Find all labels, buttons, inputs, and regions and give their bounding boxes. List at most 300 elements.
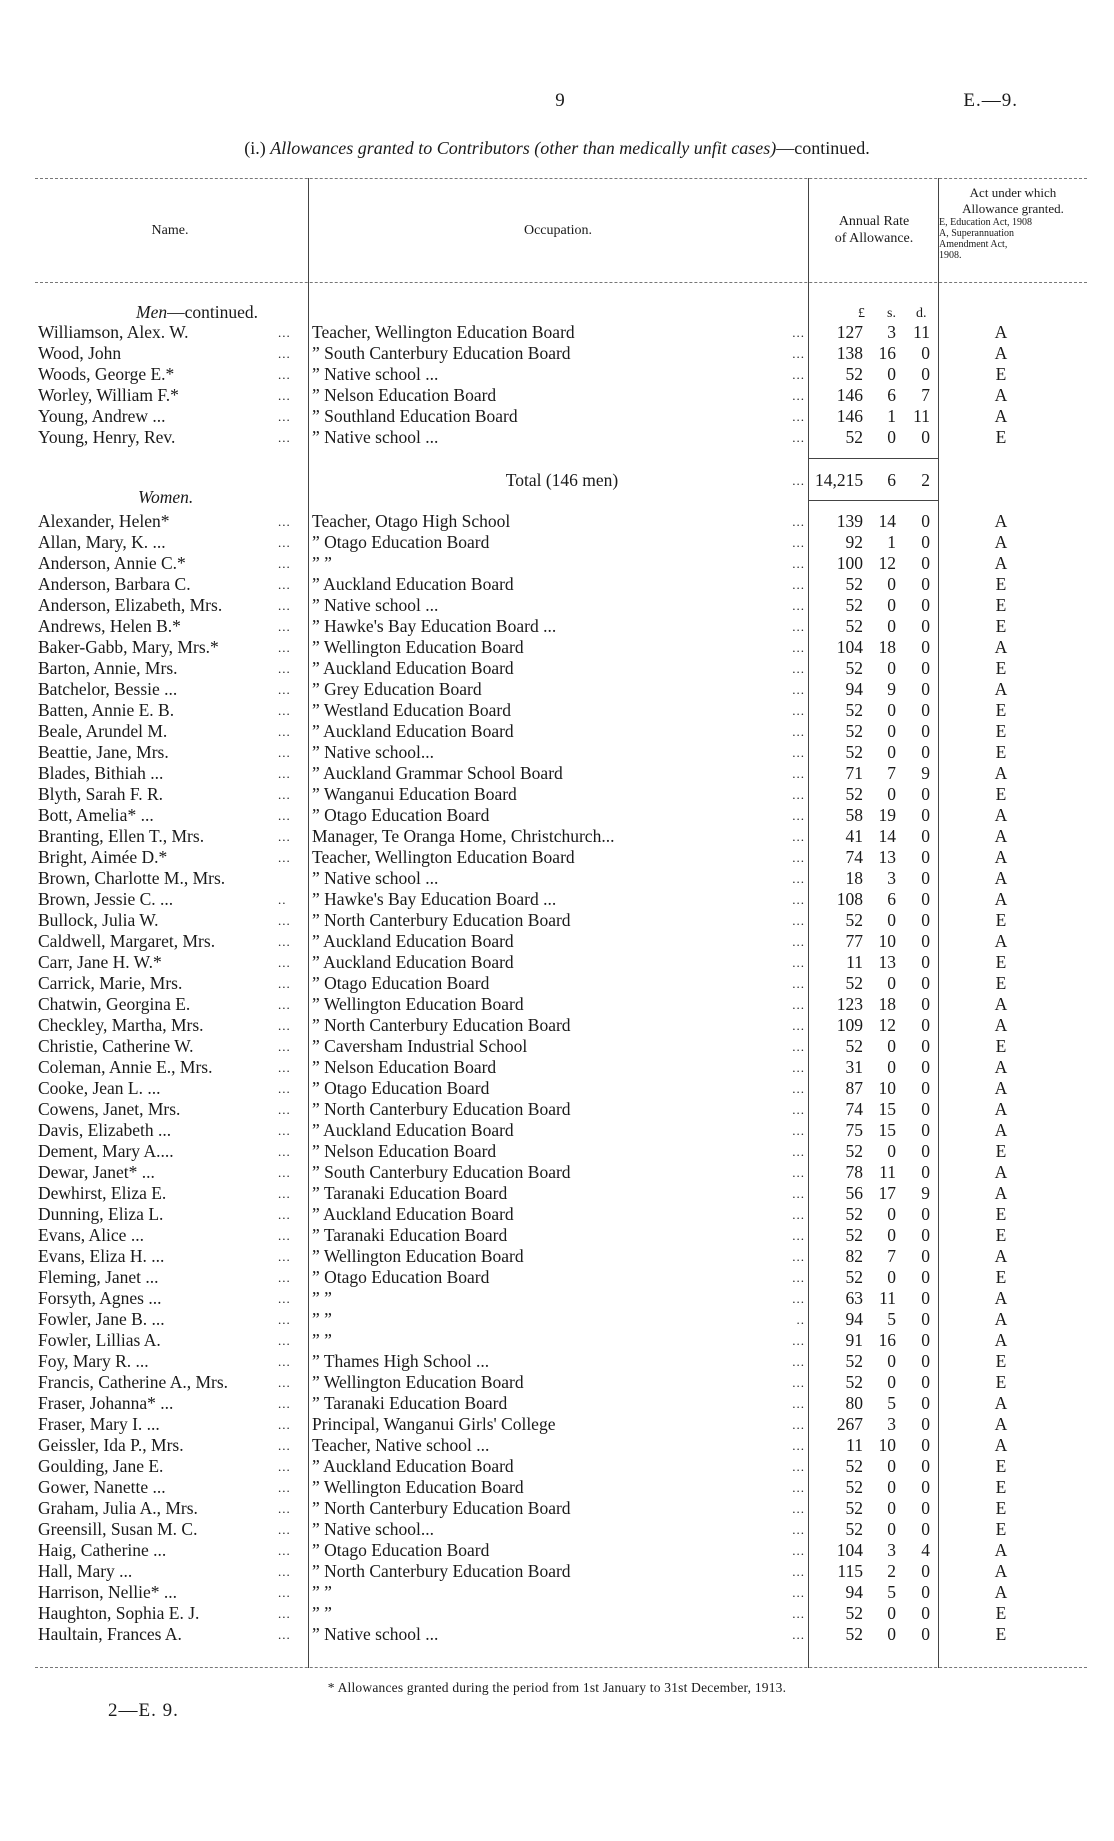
row-pence: 11 (913, 406, 930, 426)
row-occupation: ” Native school... (312, 1519, 434, 1539)
row-shillings: 7 (887, 763, 896, 783)
row-act: A (994, 1246, 1008, 1266)
row-leader-dots: ... (278, 1333, 291, 1348)
row-shillings: 0 (887, 1603, 896, 1623)
row-pounds: 267 (836, 1414, 863, 1434)
act-header-line2: Allowance granted. (962, 201, 1064, 216)
row-occupation: ” Otago Education Board (312, 532, 490, 552)
men-heading-label: Men (136, 302, 168, 322)
row-leader-dots-rate: ... (792, 1228, 805, 1243)
row-shillings: 0 (887, 721, 896, 741)
table-row (0, 1036, 1114, 1057)
row-leader-dots-rate: ... (792, 1333, 805, 1348)
row-name: Barton, Annie, Mrs. (38, 658, 178, 678)
row-occupation: ” North Canterbury Education Board (312, 1015, 571, 1035)
row-leader-dots: .. (278, 892, 287, 907)
row-leader-dots: ... (278, 1207, 291, 1222)
row-occupation: ” Auckland Education Board (312, 1204, 514, 1224)
row-leader-dots: ... (278, 1249, 291, 1264)
row-occupation: ” Wellington Education Board (312, 1246, 524, 1266)
row-pounds: 31 (845, 1057, 863, 1077)
row-leader-dots: ... (278, 1270, 291, 1285)
rate-header-line2: of Allowance. (834, 231, 914, 246)
row-pence: 0 (921, 364, 930, 384)
table-row (0, 1393, 1114, 1414)
row-occupation: ” Otago Education Board (312, 805, 490, 825)
table-row (0, 658, 1114, 679)
table-row (0, 763, 1114, 784)
row-shillings: 3 (887, 322, 896, 342)
row-occupation: ” Westland Education Board (312, 700, 511, 720)
row-leader-dots-rate: ... (792, 829, 805, 844)
row-pounds: 94 (845, 1582, 863, 1602)
row-pounds: 146 (836, 385, 863, 405)
row-shillings: 0 (887, 1204, 896, 1224)
row-name: Fraser, Johanna* ... (38, 1393, 174, 1413)
row-act: A (994, 1057, 1008, 1077)
row-pence: 0 (921, 1519, 930, 1539)
row-act: A (994, 406, 1008, 426)
units-pounds: £ (858, 306, 865, 321)
row-pounds: 52 (845, 1267, 863, 1287)
row-shillings: 10 (878, 1435, 896, 1455)
row-leader-dots-rate: ... (792, 1270, 805, 1285)
table-row (0, 1414, 1114, 1435)
row-leader-dots-rate: ... (792, 409, 805, 424)
row-pounds: 52 (845, 700, 863, 720)
table-row (0, 616, 1114, 637)
row-act: A (994, 322, 1008, 342)
row-occupation: ” Auckland Education Board (312, 931, 514, 951)
row-leader-dots: ... (278, 1291, 291, 1306)
row-pounds: 80 (845, 1393, 863, 1413)
page-reference: E.—9. (963, 90, 1018, 111)
row-leader-dots: ... (278, 1018, 291, 1033)
table-row (0, 847, 1114, 868)
row-shillings: 18 (878, 994, 896, 1014)
row-act: A (994, 1288, 1008, 1308)
row-leader-dots: ... (278, 1501, 291, 1516)
row-pounds: 52 (845, 595, 863, 615)
row-pence: 0 (921, 679, 930, 699)
row-name: Williamson, Alex. W. (38, 322, 189, 342)
row-pounds: 52 (845, 742, 863, 762)
row-name: Francis, Catherine A., Mrs. (38, 1372, 229, 1392)
act-note-year: 1908. (939, 250, 962, 261)
table-row (0, 931, 1114, 952)
row-shillings: 11 (879, 1288, 896, 1308)
row-name: Andrews, Helen B.* (38, 616, 181, 636)
row-shillings: 7 (887, 1246, 896, 1266)
table-row (0, 427, 1114, 448)
row-leader-dots-rate: ... (792, 913, 805, 928)
row-pounds: 18 (845, 868, 863, 888)
row-pence: 0 (921, 1393, 930, 1413)
row-pounds: 91 (845, 1330, 863, 1350)
table-row (0, 343, 1114, 364)
row-leader-dots-rate: ... (792, 1249, 805, 1264)
row-name: Christie, Catherine W. (38, 1036, 194, 1056)
row-occupation: ” Auckland Education Board (312, 658, 514, 678)
table-row (0, 1330, 1114, 1351)
row-name: Anderson, Elizabeth, Mrs. (38, 595, 223, 615)
column-header-rate (810, 213, 938, 247)
signature-mark: 2—E. 9. (108, 1700, 179, 1721)
table-row (0, 805, 1114, 826)
table-row (0, 742, 1114, 763)
row-name: Woods, George E.* (38, 364, 175, 384)
row-shillings: 0 (887, 427, 896, 447)
row-pence: 0 (921, 1057, 930, 1077)
row-leader-dots: ... (278, 325, 291, 340)
row-pence: 0 (921, 1582, 930, 1602)
row-name: Dewar, Janet* ... (38, 1162, 155, 1182)
row-occupation: ” ” (312, 1603, 332, 1623)
row-shillings: 0 (887, 364, 896, 384)
act-note-superannuation: A, Superannuation (939, 228, 1014, 239)
row-shillings: 5 (887, 1309, 896, 1329)
row-shillings: 0 (887, 1351, 896, 1371)
row-pounds: 52 (845, 616, 863, 636)
row-shillings: 16 (878, 343, 896, 363)
row-pence: 0 (921, 1624, 930, 1644)
row-act: E (995, 364, 1007, 384)
row-act: E (995, 1036, 1007, 1056)
row-shillings: 14 (878, 826, 896, 846)
header-bottom-rule (35, 282, 1087, 283)
row-act: E (995, 784, 1007, 804)
women-section-heading: Women. (138, 487, 194, 507)
row-pence: 0 (921, 427, 930, 447)
row-shillings: 5 (887, 1582, 896, 1602)
row-pounds: 115 (837, 1561, 863, 1581)
row-pounds: 58 (845, 805, 863, 825)
table-row (0, 952, 1114, 973)
subtitle-suffix: —continued. (776, 138, 870, 158)
row-pence: 0 (921, 1036, 930, 1056)
row-pounds: 94 (845, 1309, 863, 1329)
row-name: Haughton, Sophia E. J. (38, 1603, 200, 1623)
row-shillings: 0 (887, 1267, 896, 1287)
row-act: A (994, 1561, 1008, 1581)
row-occupation: ” Otago Education Board (312, 1078, 490, 1098)
row-leader-dots-rate: ... (792, 661, 805, 676)
row-pence: 0 (921, 1435, 930, 1455)
row-act: A (994, 637, 1008, 657)
row-leader-dots: ... (278, 1165, 291, 1180)
row-pence: 0 (921, 553, 930, 573)
row-leader-dots: ... (278, 913, 291, 928)
row-leader-dots-rate: ... (792, 1291, 805, 1306)
row-leader-dots: ... (278, 934, 291, 949)
row-leader-dots: ... (278, 703, 291, 718)
row-pounds: 52 (845, 1036, 863, 1056)
row-pence: 0 (921, 805, 930, 825)
row-leader-dots: ... (278, 1459, 291, 1474)
row-name: Forsyth, Agnes ... (38, 1288, 162, 1308)
row-shillings: 0 (887, 784, 896, 804)
row-leader-dots: ... (278, 577, 291, 592)
row-leader-dots-rate: ... (792, 1606, 805, 1621)
row-leader-dots-rate: ... (792, 577, 805, 592)
row-occupation: ” Native school ... (312, 1624, 439, 1644)
row-shillings: 0 (887, 1036, 896, 1056)
total-top-rule (808, 458, 938, 459)
row-leader-dots-rate: ... (792, 892, 805, 907)
row-occupation: ” Auckland Education Board (312, 721, 514, 741)
row-pounds: 94 (845, 679, 863, 699)
row-name: Worley, William F.* (38, 385, 179, 405)
row-shillings: 3 (887, 1540, 896, 1560)
row-act: A (994, 763, 1008, 783)
row-leader-dots: ... (278, 409, 291, 424)
row-occupation: ” South Canterbury Education Board (312, 1162, 571, 1182)
row-act: A (994, 847, 1008, 867)
row-leader-dots: ... (278, 1354, 291, 1369)
row-name: Branting, Ellen T., Mrs. (38, 826, 205, 846)
table-row (0, 364, 1114, 385)
row-occupation: ” ” (312, 553, 332, 573)
row-pounds: 75 (845, 1120, 863, 1140)
row-pence: 0 (921, 658, 930, 678)
row-occupation: ” North Canterbury Education Board (312, 1561, 571, 1581)
row-act: A (994, 1099, 1008, 1119)
row-pounds: 52 (845, 1456, 863, 1476)
column-header-name: Name. (151, 223, 189, 238)
table-row (0, 595, 1114, 616)
row-occupation: ” North Canterbury Education Board (312, 910, 571, 930)
row-name: Cooke, Jean L. ... (38, 1078, 161, 1098)
men-heading-suffix: —continued. (167, 302, 258, 322)
row-occupation: ” Thames High School ... (312, 1351, 490, 1371)
row-act: A (994, 889, 1008, 909)
row-leader-dots-rate: ... (792, 640, 805, 655)
row-shillings: 0 (887, 1477, 896, 1497)
row-pence: 0 (921, 1456, 930, 1476)
row-pounds: 52 (845, 658, 863, 678)
row-act: E (995, 616, 1007, 636)
rate-header-line1: Annual Rate (838, 214, 910, 229)
row-occupation: ” South Canterbury Education Board (312, 343, 571, 363)
row-pence: 0 (921, 1603, 930, 1623)
table-row (0, 406, 1114, 427)
row-act: E (995, 595, 1007, 615)
row-pounds: 74 (845, 1099, 863, 1119)
row-leader-dots-rate: ... (792, 619, 805, 634)
row-leader-dots-rate: ... (792, 1207, 805, 1222)
row-pence: 0 (921, 973, 930, 993)
row-pence: 0 (921, 910, 930, 930)
row-pence: 4 (921, 1540, 930, 1560)
row-leader-dots: ... (278, 1123, 291, 1138)
table-row (0, 1372, 1114, 1393)
row-pence: 0 (921, 343, 930, 363)
row-pence: 9 (921, 763, 930, 783)
row-shillings: 13 (878, 847, 896, 867)
row-leader-dots-rate: ... (792, 1375, 805, 1390)
row-pounds: 77 (845, 931, 863, 951)
row-leader-dots-rate: ... (792, 997, 805, 1012)
row-occupation: ” Taranaki Education Board (312, 1225, 508, 1245)
row-leader-dots-rate: ... (792, 1417, 805, 1432)
row-leader-dots: ... (278, 1606, 291, 1621)
table-row (0, 1267, 1114, 1288)
row-leader-dots: ... (278, 997, 291, 1012)
row-occupation: ” Wellington Education Board (312, 1372, 524, 1392)
table-row (0, 553, 1114, 574)
table-row (0, 637, 1114, 658)
row-occupation: Teacher, Native school ... (312, 1435, 490, 1455)
row-pounds: 108 (836, 889, 863, 909)
row-leader-dots-rate: ... (792, 1480, 805, 1495)
row-occupation: ” Taranaki Education Board (312, 1183, 508, 1203)
row-shillings: 16 (878, 1330, 896, 1350)
row-pence: 0 (921, 1330, 930, 1350)
row-act: E (995, 427, 1007, 447)
row-name: Graham, Julia A., Mrs. (38, 1498, 198, 1518)
row-pounds: 74 (845, 847, 863, 867)
row-pence: 0 (921, 826, 930, 846)
table-row (0, 1183, 1114, 1204)
row-shillings: 0 (887, 700, 896, 720)
row-pounds: 52 (845, 1498, 863, 1518)
row-name: Coleman, Annie E., Mrs. (38, 1057, 213, 1077)
row-name: Checkley, Martha, Mrs. (38, 1015, 204, 1035)
row-act: A (994, 1183, 1008, 1203)
row-occupation: ” Auckland Education Board (312, 952, 514, 972)
row-leader-dots-rate: ... (792, 871, 805, 886)
row-name: Fowler, Jane B. ... (38, 1309, 165, 1329)
row-occupation: Principal, Wanganui Girls' College (312, 1414, 556, 1434)
row-leader-dots-rate: ... (792, 1522, 805, 1537)
row-occupation: ” Nelson Education Board (312, 1057, 497, 1077)
row-act: E (995, 1603, 1007, 1623)
row-shillings: 17 (878, 1183, 896, 1203)
row-leader-dots: ... (278, 598, 291, 613)
table-row (0, 1603, 1114, 1624)
table-row (0, 1204, 1114, 1225)
row-leader-dots: ... (278, 1060, 291, 1075)
row-leader-dots-rate: ... (792, 934, 805, 949)
total-pence: 2 (921, 470, 930, 490)
subtitle-prefix: (i.) (244, 138, 271, 158)
row-leader-dots: ... (278, 1186, 291, 1201)
row-pounds: 92 (845, 532, 863, 552)
row-leader-dots: ... (278, 1585, 291, 1600)
table-row (0, 574, 1114, 595)
row-shillings: 1 (887, 406, 896, 426)
row-leader-dots-rate: .. (796, 1312, 805, 1327)
row-act: E (995, 1498, 1007, 1518)
row-leader-dots: ... (278, 535, 291, 550)
row-leader-dots-rate: ... (792, 1585, 805, 1600)
table-row (0, 1057, 1114, 1078)
table-row (0, 1078, 1114, 1099)
row-occupation: Teacher, Wellington Education Board (312, 322, 575, 342)
row-shillings: 0 (887, 1141, 896, 1161)
row-shillings: 3 (887, 868, 896, 888)
row-leader-dots-rate: ... (792, 955, 805, 970)
row-name: Goulding, Jane E. (38, 1456, 164, 1476)
table-row (0, 1561, 1114, 1582)
table-row (0, 1246, 1114, 1267)
row-leader-dots-rate: ... (792, 430, 805, 445)
column-header-occupation: Occupation. (523, 223, 593, 238)
row-occupation: ” North Canterbury Education Board (312, 1498, 571, 1518)
row-act: A (994, 994, 1008, 1014)
row-pounds: 104 (836, 637, 863, 657)
row-pence: 0 (921, 952, 930, 972)
row-act: A (994, 1309, 1008, 1329)
row-pounds: 146 (836, 406, 863, 426)
row-occupation: ” Native school ... (312, 868, 439, 888)
row-act: E (995, 1225, 1007, 1245)
row-pence: 0 (921, 1099, 930, 1119)
row-pounds: 11 (846, 952, 863, 972)
row-leader-dots: ... (278, 745, 291, 760)
row-occupation: ” Otago Education Board (312, 1540, 490, 1560)
row-act: A (994, 1120, 1008, 1140)
table-row (0, 1309, 1114, 1330)
row-occupation: ” Wellington Education Board (312, 1477, 524, 1497)
row-occupation: Teacher, Wellington Education Board (312, 847, 575, 867)
row-occupation: ” Native school ... (312, 427, 439, 447)
row-shillings: 0 (887, 1372, 896, 1392)
row-leader-dots: ... (278, 346, 291, 361)
row-shillings: 5 (887, 1393, 896, 1413)
row-shillings: 6 (887, 889, 896, 909)
row-name: Evans, Eliza H. ... (38, 1246, 165, 1266)
act-note-amendment: Amendment Act, (939, 239, 1008, 250)
table-row (0, 1582, 1114, 1603)
row-pence: 0 (921, 1414, 930, 1434)
table-row (0, 1288, 1114, 1309)
men-section-heading (136, 302, 258, 323)
row-pence: 0 (921, 931, 930, 951)
row-pounds: 52 (845, 1372, 863, 1392)
row-act: A (994, 1435, 1008, 1455)
row-leader-dots: ... (278, 682, 291, 697)
row-leader-dots: ... (278, 850, 291, 865)
row-pounds: 123 (836, 994, 863, 1014)
row-shillings: 0 (887, 1225, 896, 1245)
row-leader-dots: ... (278, 388, 291, 403)
table-row (0, 511, 1114, 532)
row-leader-dots-rate: ... (792, 1627, 805, 1642)
row-leader-dots: ... (278, 724, 291, 739)
subtitle-italic: Allowances granted to Contributors (other than medically unfit cases) (270, 138, 777, 158)
row-pounds: 82 (845, 1246, 863, 1266)
row-shillings: 13 (878, 952, 896, 972)
row-pounds: 41 (845, 826, 863, 846)
table-bottom-rule (35, 1667, 1087, 1668)
row-occupation: ” Auckland Education Board (312, 1120, 514, 1140)
row-leader-dots-rate: ... (792, 1165, 805, 1180)
row-name: Batten, Annie E. B. (38, 700, 175, 720)
row-pounds: 100 (836, 553, 863, 573)
row-name: Brown, Jessie C. ... (38, 889, 174, 909)
row-shillings: 11 (879, 1162, 896, 1182)
row-act: A (994, 1015, 1008, 1035)
row-leader-dots-rate: ... (792, 514, 805, 529)
table-row (0, 826, 1114, 847)
row-act: A (994, 679, 1008, 699)
row-leader-dots-rate: ... (792, 703, 805, 718)
row-pounds: 52 (845, 1477, 863, 1497)
row-pence: 0 (921, 1372, 930, 1392)
row-act: A (994, 532, 1008, 552)
table-row (0, 1435, 1114, 1456)
